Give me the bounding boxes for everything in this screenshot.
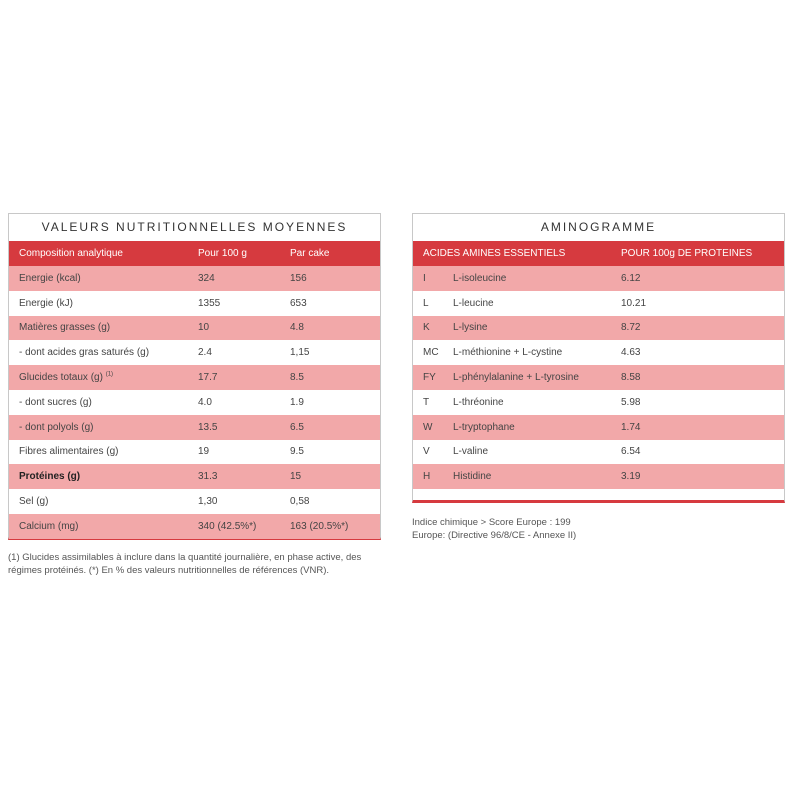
table-row [413,365,784,390]
nutrient-label [9,521,198,532]
per-cake-value: 1,15 [290,347,310,359]
nutrient-label-text: Sel (g) [19,496,49,508]
amino-name: L-méthionine + L-cystine [453,347,563,359]
nutrient-label [9,496,198,507]
per-100g-value: 1355 [198,297,221,309]
nutrient-label [9,273,198,284]
nutrition-header-row [9,241,380,266]
amino-code: H [423,471,431,483]
amino-code: K [423,322,430,334]
amino-code: T [423,396,430,408]
amino-name: Histidine [453,471,492,483]
table-row [413,390,784,415]
amino-value: 8.58 [621,372,641,384]
nutrient-label [9,422,198,433]
nutrient-label [9,446,198,457]
aminogram-title: AMINOGRAMME [540,220,657,234]
per-cake-value: 15 [290,471,302,483]
nutrient-label-text: Matières grasses (g) [19,322,111,334]
nutrition-table [8,213,381,540]
table-row [9,365,380,390]
amino-value: 3.19 [621,471,641,483]
table-row [9,464,380,489]
amino-code: L [423,297,429,309]
nutrient-label [9,322,198,333]
table-row [413,464,784,489]
table-row [9,415,380,440]
per-100g-value: 2.4 [198,347,212,359]
per-100g-value: 19 [198,446,210,458]
amino-name: L-valine [453,446,489,458]
amino-name: L-tryptophane [453,421,515,433]
per-cake-value: 653 [290,297,307,309]
nutrient-label-text: Energie (kcal) [19,272,81,284]
amino-value: 8.72 [621,322,641,334]
nutrient-label-text: Protéines (g) [19,471,81,483]
per-100g-value: 10 [198,322,210,334]
amino-value: 6.12 [621,272,641,284]
per-100g-value: 17.7 [198,372,218,384]
amino-value: 4.63 [621,347,641,359]
nutrient-label-text: - dont sucres (g) [19,396,92,408]
aminogram-table [412,213,785,503]
table-row [413,415,784,440]
table-row [9,440,380,465]
table-row [413,340,784,365]
per-cake-value: 1.9 [290,396,304,408]
nutrition-title: VALEURS NUTRITIONNELLES MOYENNES [41,220,348,234]
nutrient-label [9,471,198,482]
nutrient-label [9,372,198,383]
amino-value: 10.21 [621,297,647,309]
per-cake-value: 4.8 [290,322,304,334]
nutrient-label-text: Fibres alimentaires (g) [19,446,119,458]
per-cake-value: 163 (20.5%*) [290,520,349,532]
nutrient-label-text: Calcium (mg) [19,520,79,532]
table-row [9,489,380,514]
per-cake-value: 156 [290,272,307,284]
per-cake-value: 8.5 [290,372,304,384]
nutrient-label [9,298,198,309]
amino-code: V [423,446,430,458]
per-100g-value: 1,30 [198,496,218,508]
header-per-100g: Pour 100 g [198,248,247,259]
amino-code: MC [423,347,439,359]
per-cake-value: 6.5 [290,421,304,433]
per-100g-value: 324 [198,272,215,284]
per-cake-value: 9.5 [290,446,304,458]
nutrient-label [9,397,198,408]
table-row [9,514,380,539]
table-row [9,291,380,316]
chemical-index-line: Indice chimique > Score Europe : 199 [412,517,571,528]
footnote-marker: (1) [105,371,114,378]
header-per-cake: Par cake [290,248,330,259]
directive-line: Europe: (Directive 96/8/CE - Annexe II) [412,530,577,541]
amino-name: L-lysine [453,322,488,334]
per-100g-value: 31.3 [198,471,218,483]
table-row [9,316,380,341]
nutrient-label-text: - dont acides gras saturés (g) [19,347,150,359]
per-100g-value: 4.0 [198,396,212,408]
header-composition: Composition analytique [19,248,123,259]
amino-name: L-isoleucine [453,272,507,284]
per-cake-value: 0,58 [290,496,310,508]
nutrient-label-text: Energie (kJ) [19,297,73,309]
aminogram-note [412,516,782,542]
amino-code: I [423,272,426,284]
nutrient-label-text: Glucides totaux (g) [19,372,103,384]
table-row [9,390,380,415]
amino-value: 1.74 [621,421,641,433]
nutrient-label-text: - dont polyols (g) [19,421,94,433]
amino-name: L-leucine [453,297,494,309]
nutrition-footnote: (1) Glucides assimilables à inclure dans la quantité journalière, en phase active, des régimes protéinés. (*) En % des valeurs nutritionnelles de références (VNR). [8,552,362,576]
table-row [413,291,784,316]
table-row [9,266,380,291]
table-row [413,440,784,465]
aminogram-header-row [413,241,784,266]
table-row [9,340,380,365]
amino-value: 5.98 [621,396,641,408]
amino-name: L-thréonine [453,396,504,408]
per-100g-value: 340 (42.5%*) [198,520,257,532]
nutrient-label [9,347,198,358]
amino-code: W [423,421,433,433]
table-row [413,266,784,291]
amino-code: FY [423,372,436,384]
amino-value: 6.54 [621,446,641,458]
amino-name: L-phénylalanine + L-tyrosine [453,372,579,384]
header-per-100g-protein: POUR 100g DE PROTEINES [621,248,753,259]
header-amino-acids: ACIDES AMINES ESSENTIELS [423,248,566,259]
table-row [413,316,784,341]
per-100g-value: 13.5 [198,421,218,433]
